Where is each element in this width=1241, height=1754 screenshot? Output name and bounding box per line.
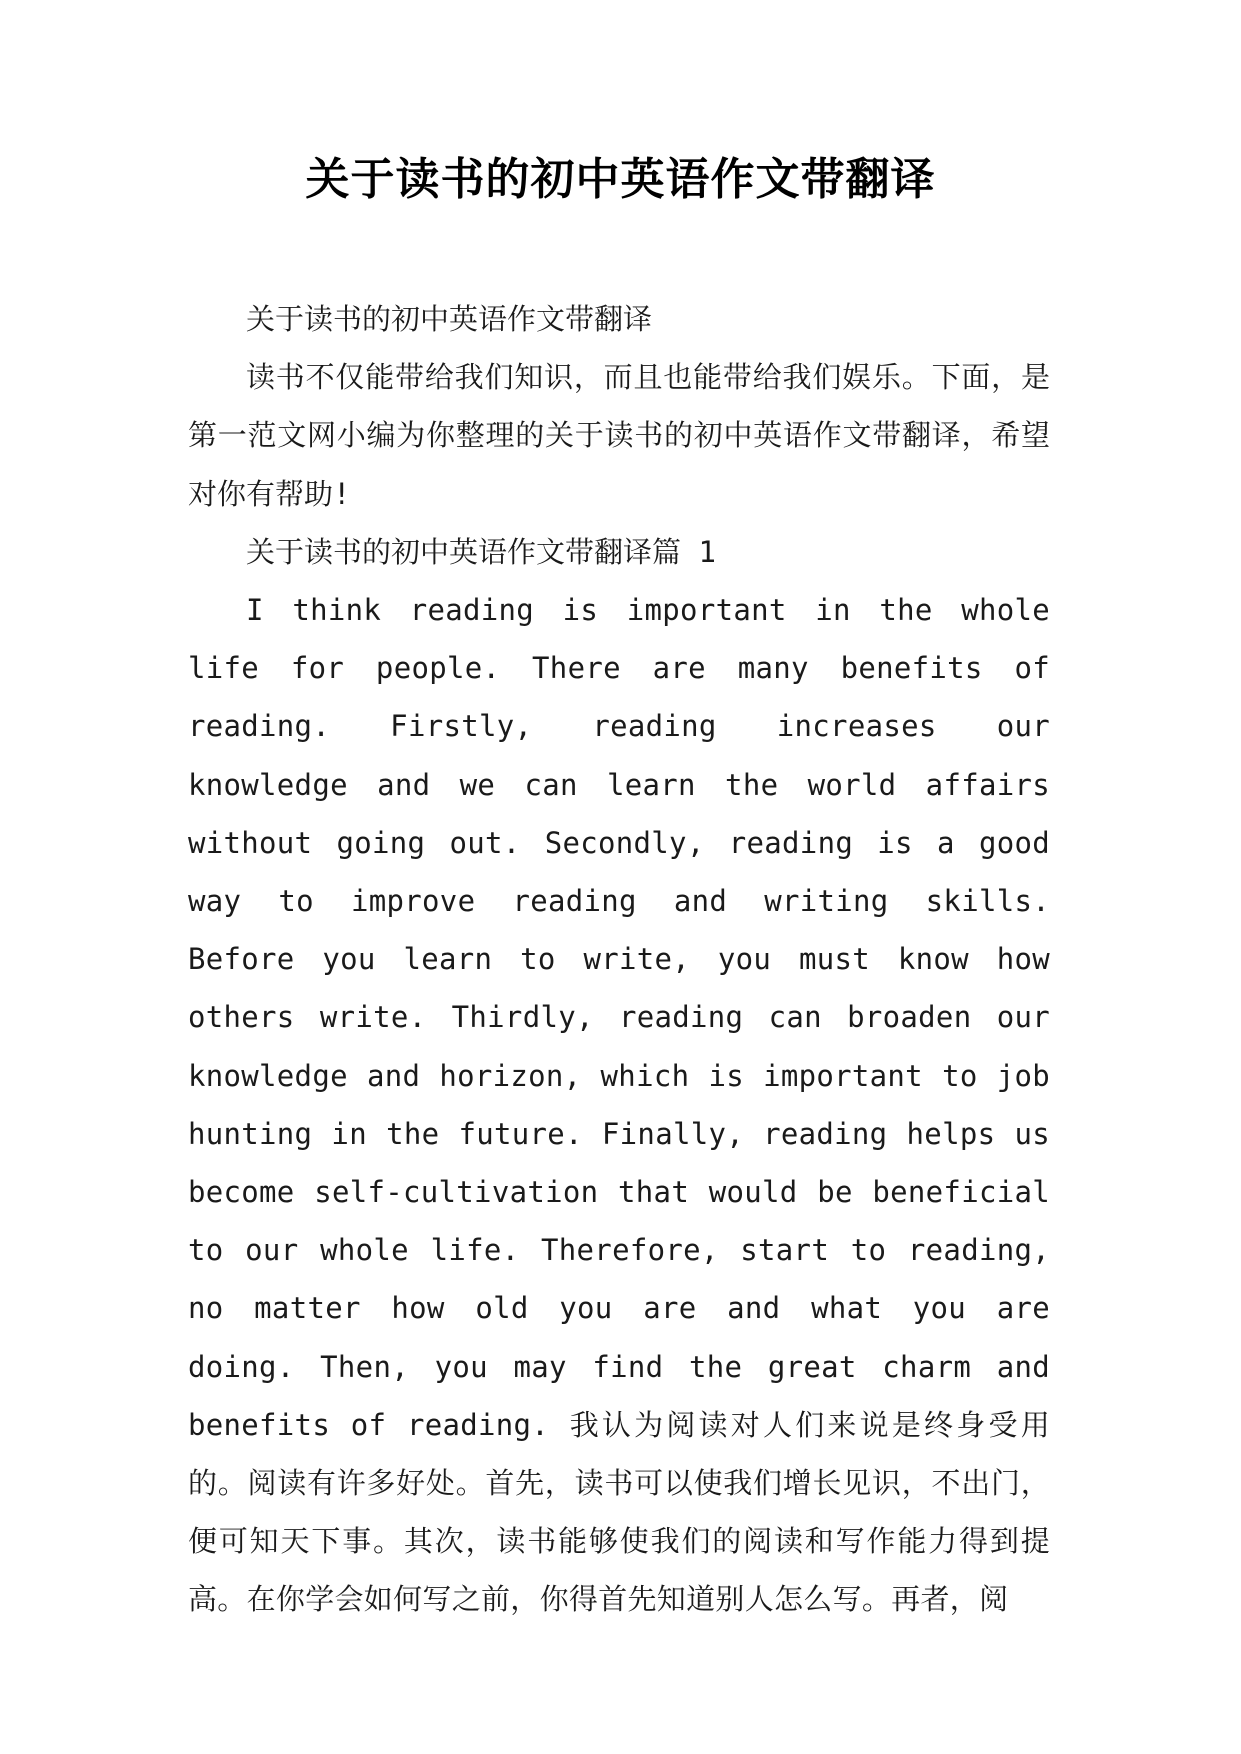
document-title: 关于读书的初中英语作文带翻译 [305, 154, 936, 205]
paragraph-subtitle: 关于读书的初中英语作文带翻译 [246, 302, 653, 336]
paragraph-intro: 读书不仅能带给我们知识，而且也能带给我们娱乐。下面，是第一范文网小编为你整理的关于读书的初中英语作文带翻译，希望对你有帮助! [188, 360, 1050, 511]
document-body [188, 290, 1050, 1629]
paragraph-section-heading: 关于读书的初中英语作文带翻译篇 1 [246, 534, 716, 569]
paragraph-essay: I think reading is important in the whole life for people. There are many benefits of reading. Firstly, reading increases our knowledge and we can learn the world affairs without going out. Secondly, reading is a good way to improve reading and writing skills. Before you learn to write, you must know how others write. Thirdly, reading can broaden our knowledge and horizon, which is important to job hunting in the future. Finally, reading helps us become self-cultivation that would be beneficial to our whole life. Therefore, start to reading, no matter how old you are and what you are doing. Then, you may find the great charm and benefits of reading. 我认为阅读对人们来说是终身受用的。阅读有许多好处。首先，读书可以使我们增长见识，不出门，便可知天下事。其次，读书能够使我们的阅读和写作能力得到提高。在你学会如何写之前，你得首先知道别人怎么写。再者，阅 [188, 593, 1050, 1617]
